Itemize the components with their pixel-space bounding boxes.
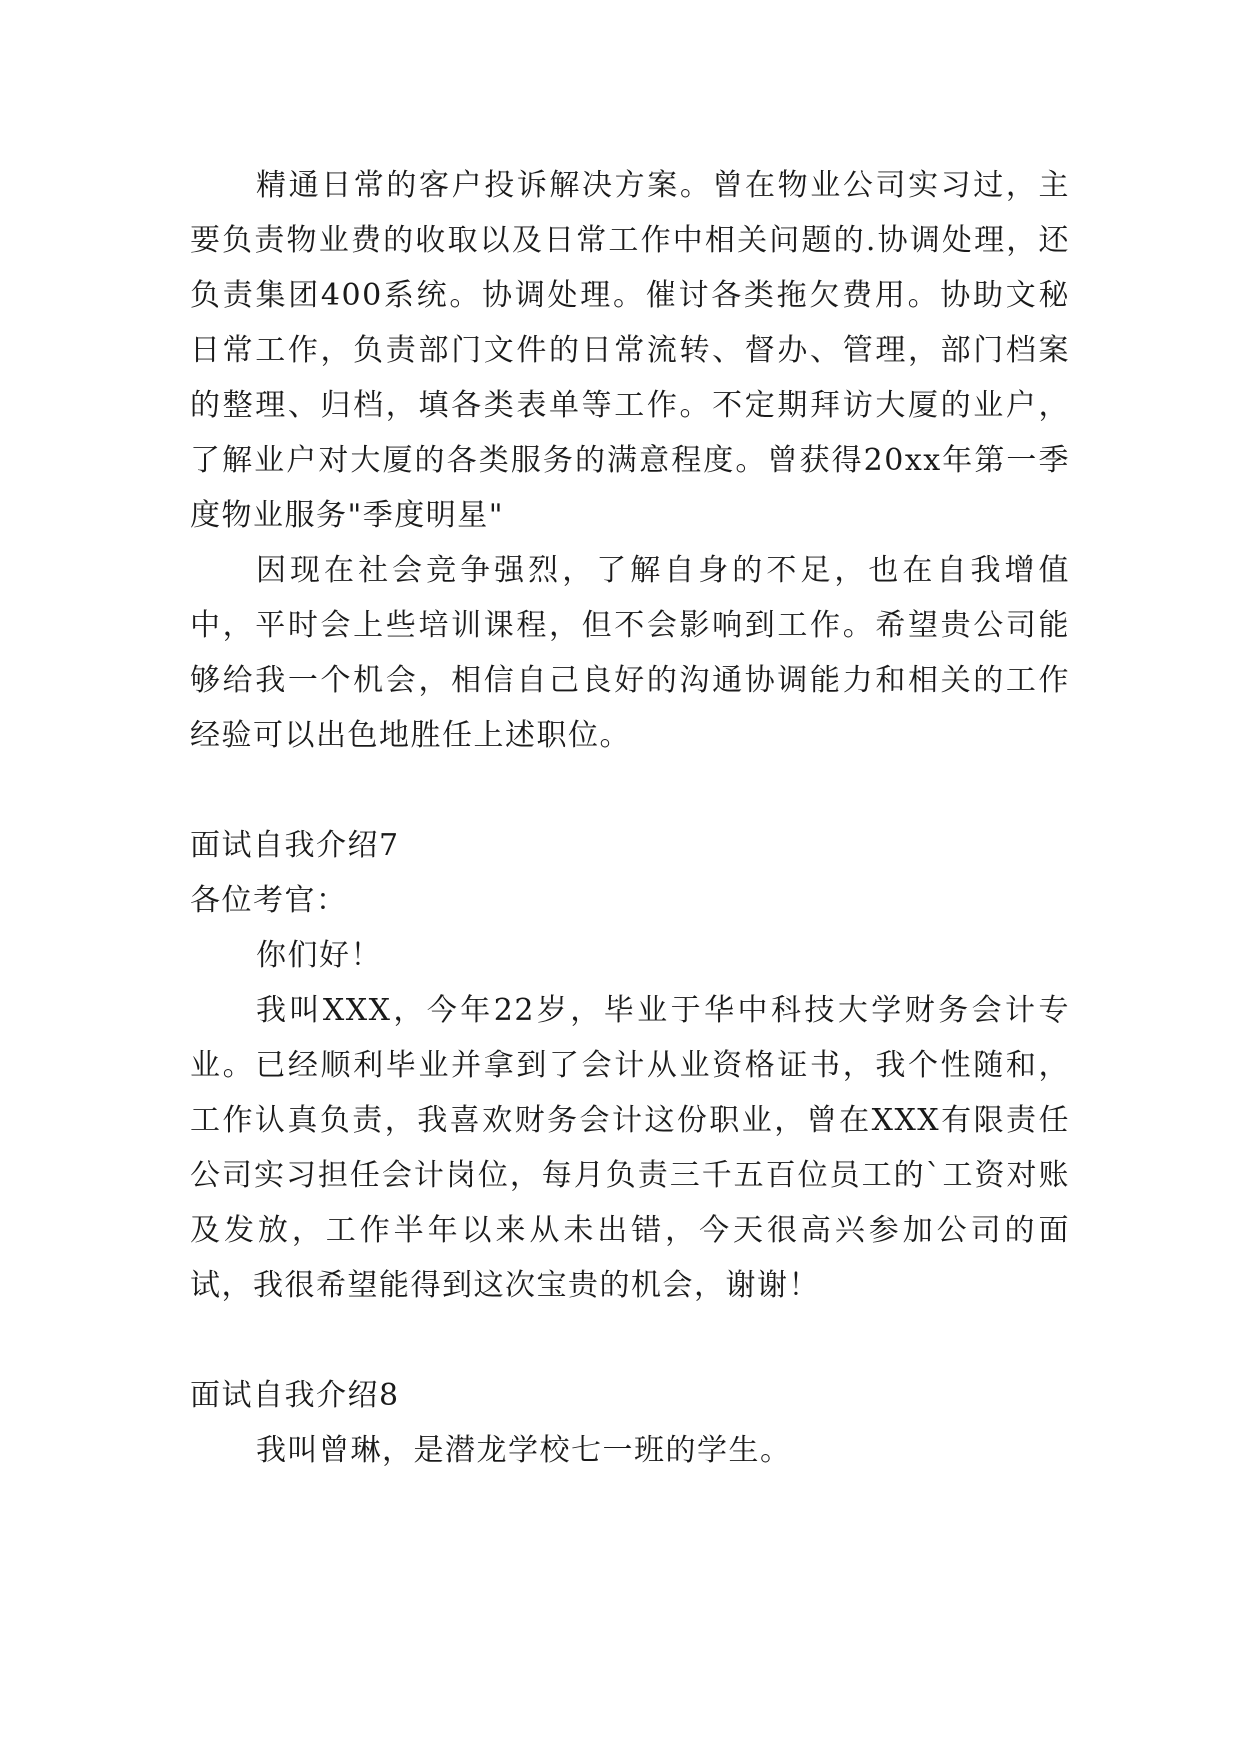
section-heading-8: 面试自我介绍8: [190, 1378, 400, 1413]
section-gap: [190, 763, 1070, 818]
paragraph-work-experience: 精通日常的客户投诉解决方案。曾在物业公司实习过，主要负责物业费的收取以及日常工作中相关问题的.协调处理，还负责集团400系统。协调处理。催讨各类拖欠费用。协助文秘日常工作，负责部门文件的日常流转、督办、管理，部门档案的整理、归档，填各类表单等工作。不定期拜访大厦的业户，了解业户对大厦的各类服务的满意程度。曾获得20xx年第一季度物业服务"季度明星": [190, 168, 1070, 533]
salutation: 各位考官：: [190, 883, 348, 918]
paragraph-self-improvement: 因现在社会竞争强烈，了解自身的不足，也在自我增值中，平时会上些培训课程，但不会影响到工作。希望贵公司能够给我一个机会，相信自己良好的沟通协调能力和相关的工作经验可以出色地胜任上述职位。: [190, 553, 1070, 753]
section-gap: [190, 1313, 1070, 1368]
greeting: 你们好！: [256, 938, 382, 973]
section-heading-7: 面试自我介绍7: [190, 828, 400, 863]
paragraph-intro-8: 我叫曾琳，是潜龙学校七一班的学生。: [256, 1433, 792, 1468]
document-body: [190, 158, 1070, 1478]
paragraph-intro-7: 我叫XXX，今年22岁，毕业于华中科技大学财务会计专业。已经顺利毕业并拿到了会计从业资格证书，我个性随和，工作认真负责，我喜欢财务会计这份职业，曾在XXX有限责任公司实习担任会计岗位，每月负责三千五百位员工的`工资对账及发放，工作半年以来从未出错，今天很高兴参加公司的面试，我很希望能得到这次宝贵的机会，谢谢！: [190, 993, 1070, 1303]
